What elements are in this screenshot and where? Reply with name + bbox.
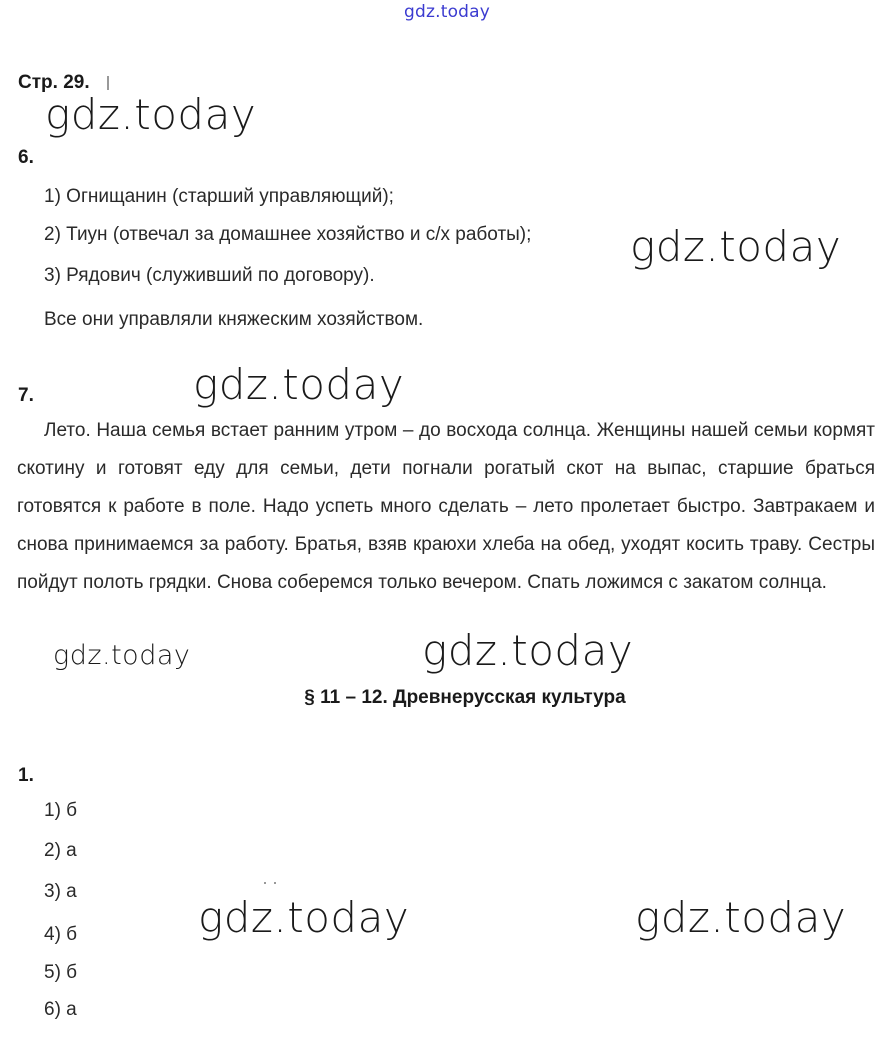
list-item: 4) б bbox=[44, 924, 78, 945]
list-item: 2) а bbox=[44, 840, 77, 861]
watermark: gdz.today bbox=[53, 640, 191, 671]
task-number-6: 6. bbox=[18, 147, 34, 168]
task-number-1: 1. bbox=[18, 765, 34, 786]
task6-summary: Все они управляли княжеским хозяйством. bbox=[44, 309, 424, 330]
task7-text: Лето. Наша семья встает ранним утром – до восхода солнца. Женщины нашей семьи кормят скотину и готовят еду для семьи, дети погнали рогатый скот на выпас, старшие браться готовятся к работе в поле. Надо успеть много сделать – лето пролетает быстро. Завтракаем и снова принимаемся за работу. Братья, взяв краюхи хлеба на обед, уходят косить траву. Сестры пойдут полоть грядки. Снова соберемся только вечером. Спать ложимся с закатом солнца. bbox=[17, 420, 875, 593]
list-item: 1) Огнищанин (старший управляющий); bbox=[44, 186, 394, 207]
section-title: § 11 – 12. Древнерусская культура bbox=[304, 687, 626, 708]
list-item: 3) Рядович (служивший по договору). bbox=[44, 265, 375, 286]
watermark: gdz.today bbox=[193, 360, 405, 409]
watermark: gdz.today bbox=[422, 626, 634, 675]
watermark: gdz.today bbox=[198, 893, 410, 942]
task-number-7: 7. bbox=[18, 385, 34, 406]
list-item: 5) б bbox=[44, 962, 78, 983]
page-label: Стр. 29. bbox=[18, 72, 90, 93]
watermark: gdz.today bbox=[630, 222, 842, 271]
task7-answer bbox=[17, 412, 875, 602]
watermark: gdz.today bbox=[45, 90, 257, 139]
list-item: 6) а bbox=[44, 999, 77, 1020]
list-item: 1) б bbox=[44, 800, 78, 821]
watermark-top: gdz.today bbox=[404, 2, 491, 22]
scan-speck bbox=[107, 76, 109, 90]
scan-speck bbox=[274, 882, 276, 884]
list-item: 3) а bbox=[44, 881, 77, 902]
list-item: 2) Тиун (отвечал за домашнее хозяйство и с/х работы); bbox=[44, 224, 532, 245]
scan-speck bbox=[264, 882, 266, 884]
watermark: gdz.today bbox=[635, 893, 847, 942]
